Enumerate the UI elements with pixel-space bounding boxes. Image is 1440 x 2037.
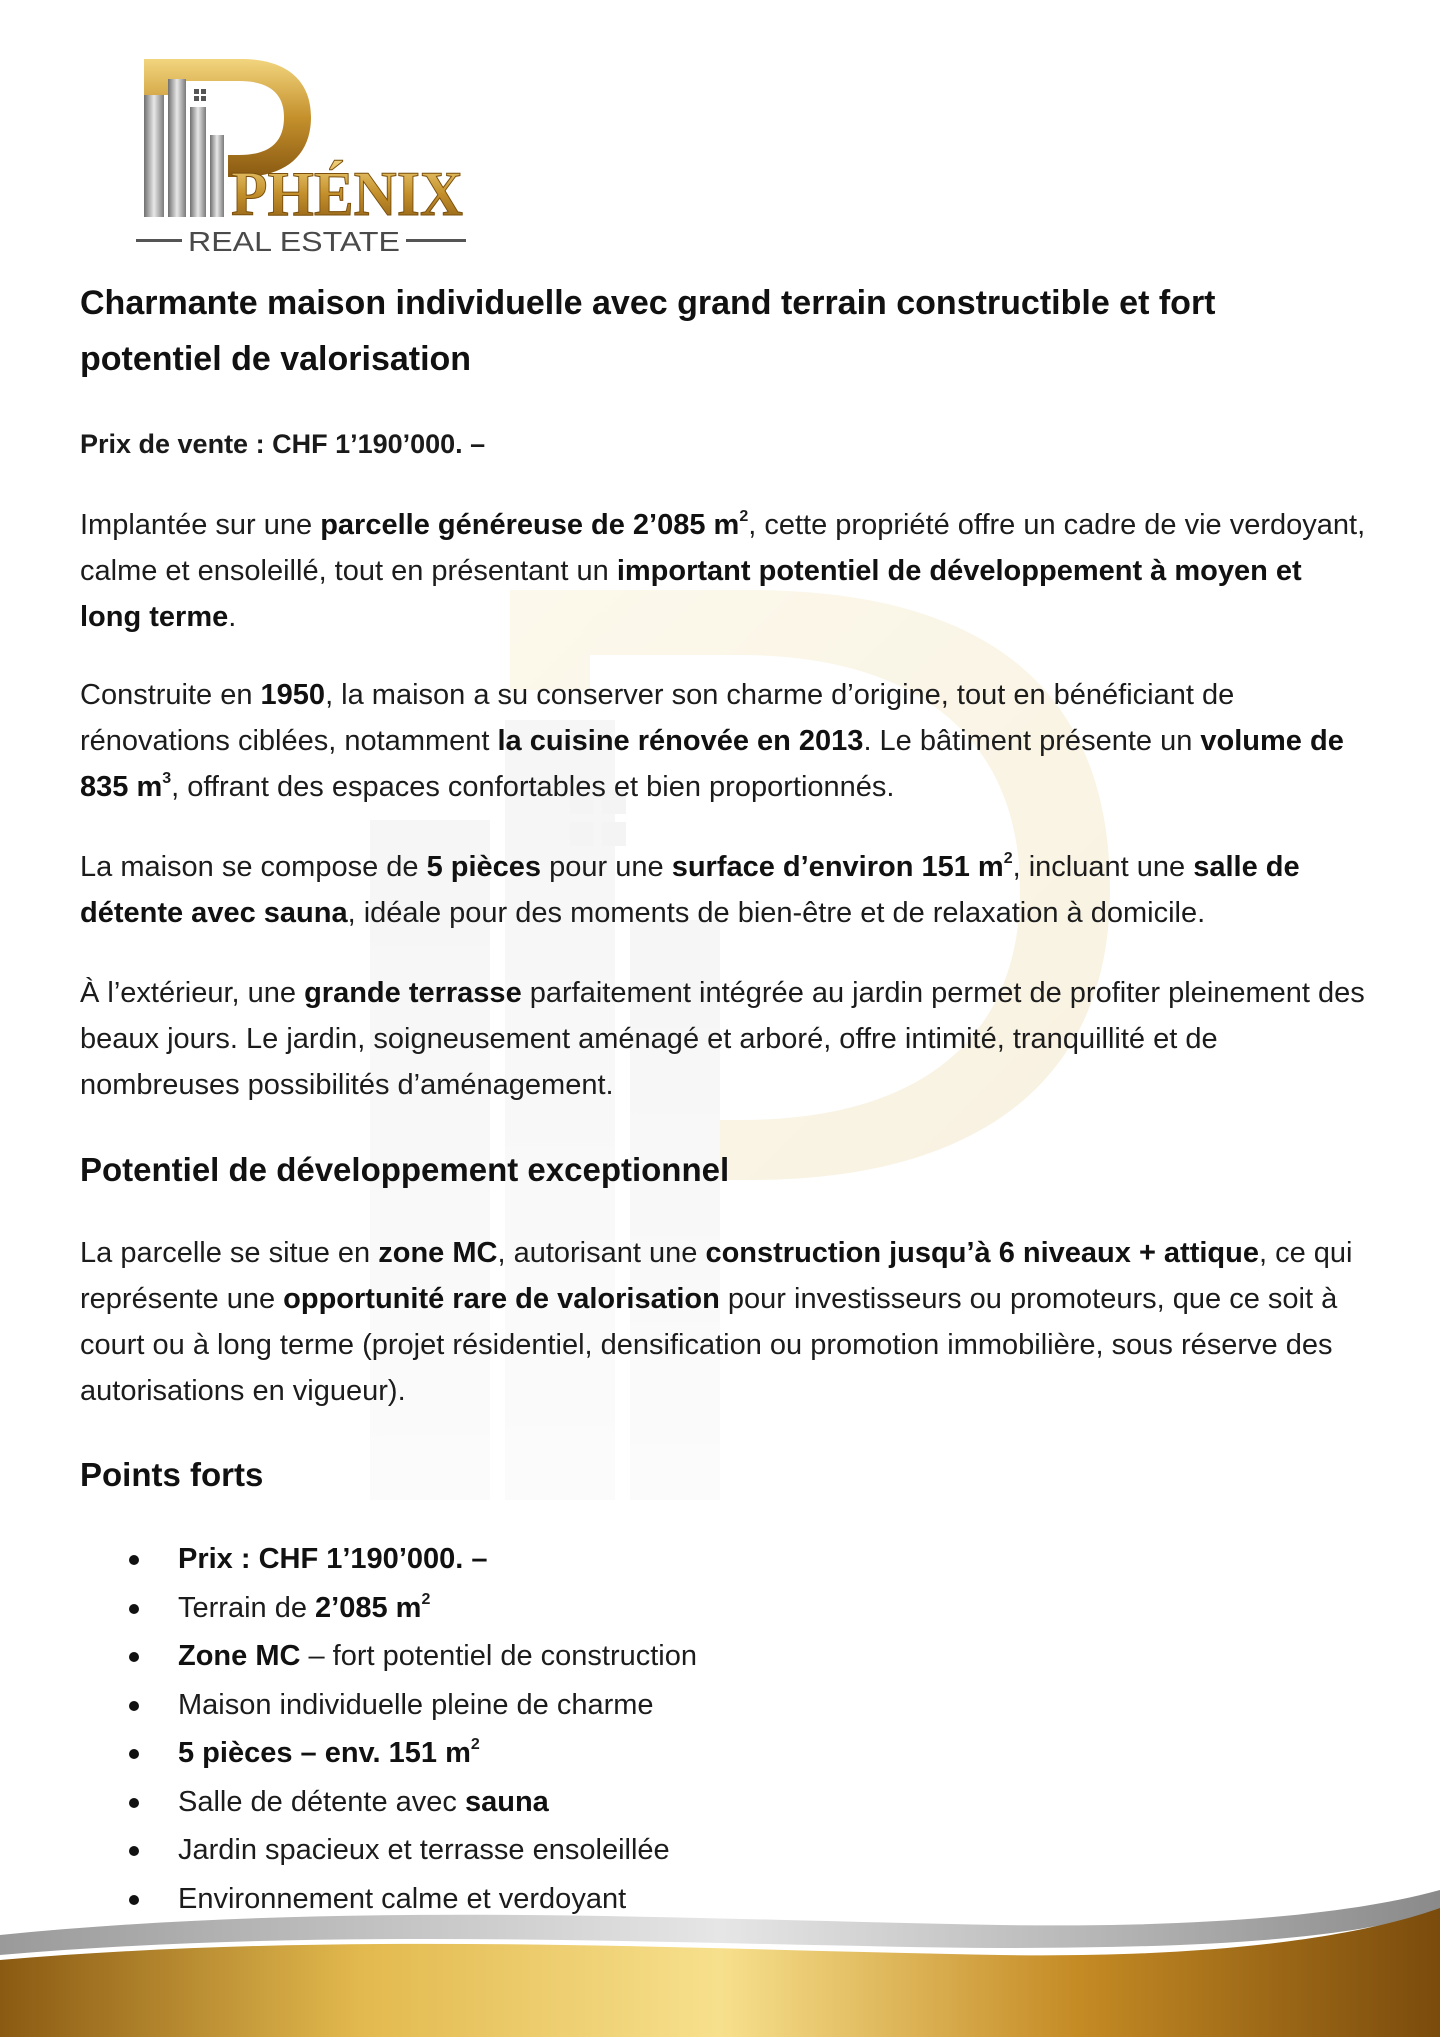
text: Construite en [80, 679, 261, 711]
list-item [80, 1535, 697, 1584]
list-item [80, 1584, 697, 1633]
text: Jardin spacieux et terrasse ensoleillée [178, 1834, 670, 1866]
superscript: 2 [421, 1590, 431, 1608]
highlights-list [80, 1535, 697, 1923]
list-item [80, 1826, 697, 1875]
text: , ce qui représente une [80, 1237, 1353, 1315]
bold-text: 5 pièces – env. 151 m [178, 1737, 471, 1769]
bold-text: grande terrasse [304, 977, 522, 1009]
bold-text: salle de détente avec sauna [80, 851, 1300, 929]
bold-text: 1950 [260, 679, 326, 711]
bold-text: opportunité rare de valorisation [283, 1283, 720, 1315]
superscript: 2 [1003, 850, 1013, 867]
section-heading-potential: Potentiel de développement exceptionnel [80, 1151, 730, 1188]
text: La parcelle se situe en [80, 1237, 379, 1269]
text: , incluant une [1012, 851, 1194, 883]
paragraph-plot [80, 502, 1370, 640]
bold-text: zone MC [378, 1237, 498, 1269]
bold-text: la cuisine rénovée en 2013 [497, 725, 864, 757]
text: À l’extérieur, une [80, 977, 305, 1009]
text: parfaitement intégrée au jardin permet de profiter pleinement des beaux jours. Le jardin, soigneusement aménagé et arboré, offre intimité, tranquillité et de nombreuses possibilités d’aménagement. [80, 977, 1365, 1101]
text: Terrain de [178, 1591, 316, 1624]
superscript: 2 [470, 1736, 480, 1753]
list-item [80, 1632, 697, 1681]
list-item [80, 1729, 697, 1778]
text: Environnement calme et verdoyant [178, 1882, 627, 1915]
bold-text: sauna [464, 1785, 549, 1818]
text: Salle de détente avec [178, 1785, 465, 1818]
phenix-logo [136, 55, 466, 260]
text: – fort potentiel de construction [300, 1640, 698, 1672]
text: La maison se compose de [80, 851, 427, 883]
text: , offrant des espaces confortables et bien proportionnés. [171, 771, 895, 803]
superscript: 3 [162, 770, 172, 787]
paragraph-zone [80, 1230, 1370, 1414]
bold-text: important potentiel de développement à moyen et long terme [80, 555, 1302, 633]
text: . Le bâtiment présente un [863, 725, 1201, 757]
text: Maison individuelle pleine de charme [178, 1688, 654, 1721]
bold-text: surface d’environ 151 m [671, 851, 1004, 883]
bold-text: 2’085 m [315, 1591, 422, 1624]
text: , autorisant une [497, 1237, 706, 1269]
logo-tagline: REAL ESTATE [188, 226, 400, 257]
paragraph-exterior [80, 970, 1370, 1108]
text: Implantée sur une [80, 509, 321, 541]
text: pour investisseurs ou promoteurs, que ce soit à court ou à long terme (projet résidentiel, densification ou promotion immobilière, sous réserve des autorisations en vigueur). [80, 1283, 1338, 1407]
page-title: Charmante maison individuelle avec grand terrain constructible et fort potentiel de valorisation [80, 284, 1216, 378]
section-heading-highlights: Points forts [80, 1456, 264, 1493]
paragraph-rooms [80, 844, 1370, 936]
bold-text: parcelle généreuse de 2’085 m [320, 509, 740, 541]
list-item [80, 1681, 697, 1730]
price-line: Prix de vente : CHF 1’190’000. – [80, 429, 486, 459]
paragraph-construction [80, 672, 1370, 810]
logo-brand-text: PHÉNIX [231, 158, 463, 229]
bold-text: Prix : CHF 1’190’000. – [178, 1543, 488, 1575]
bold-text: construction jusqu’à 6 niveaux + attique [705, 1237, 1259, 1269]
text: , la maison a su conserver son charme d’origine, tout en bénéficiant de rénovations ciblées, notamment [80, 679, 1235, 757]
bold-text: Zone MC [178, 1640, 301, 1672]
bold-text: volume de 835 m [80, 725, 1344, 803]
text: , idéale pour des moments de bien-être et de relaxation à domicile. [347, 897, 1206, 929]
text: pour une [541, 851, 672, 883]
text: . [228, 601, 237, 633]
list-item [80, 1778, 697, 1827]
superscript: 2 [739, 508, 749, 525]
bold-text: 5 pièces [426, 851, 542, 883]
list-item [80, 1875, 697, 1924]
text: , cette propriété offre un cadre de vie verdoyant, calme et ensoleillé, tout en présentant un [80, 509, 1366, 587]
